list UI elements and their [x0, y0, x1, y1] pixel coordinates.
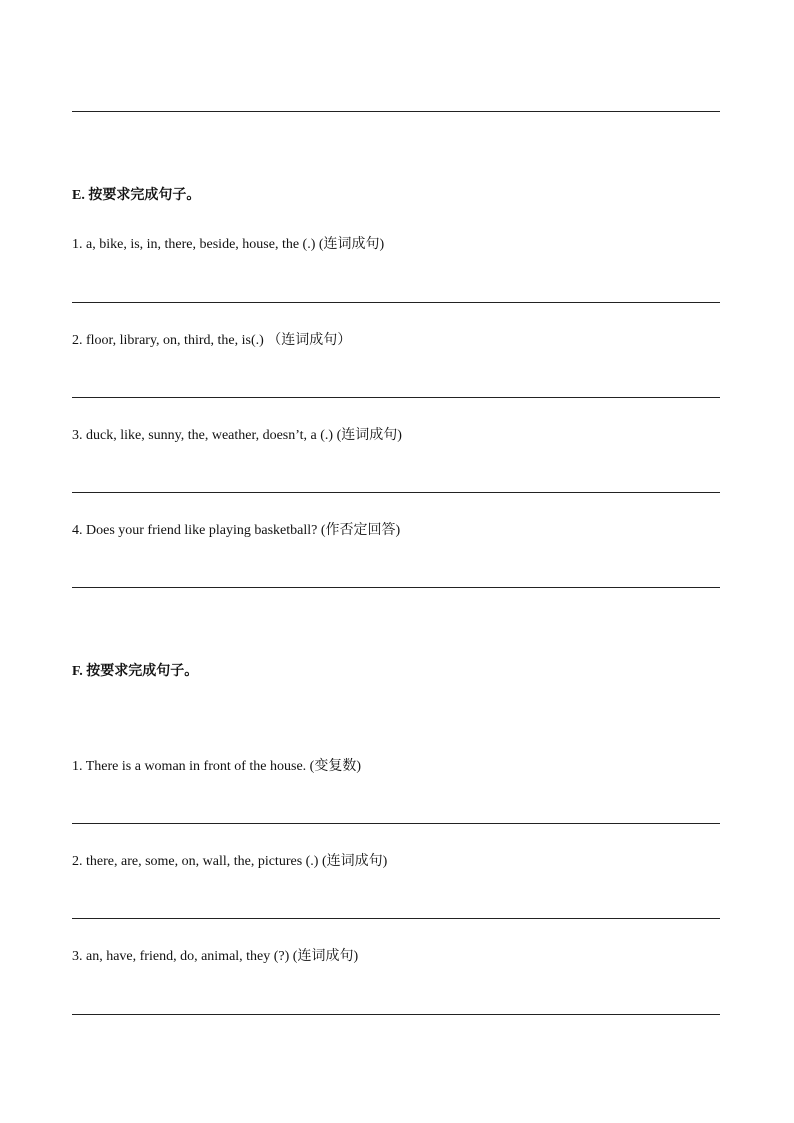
- answer-line: [72, 111, 720, 112]
- section-e-question-3: 3. duck, like, sunny, the, weather, doesn’t, a (.) (连词成句): [72, 428, 402, 443]
- section-e-title: E. 按要求完成句子。: [72, 188, 201, 203]
- section-f-question-3: 3. an, have, friend, do, animal, they (?) (连词成句): [72, 949, 359, 964]
- section-f-title: F. 按要求完成句子。: [72, 664, 199, 679]
- answer-line: [72, 397, 720, 398]
- section-f-question-2: 2. there, are, some, on, wall, the, pictures (.) (连词成句): [72, 854, 388, 869]
- section-e-question-4: 4. Does your friend like playing basketball? (作否定回答): [72, 523, 401, 538]
- section-f-question-1: 1. There is a woman in front of the house. (变复数): [72, 759, 362, 774]
- section-e-question-1: 1. a, bike, is, in, there, beside, house, the (.) (连词成句): [72, 237, 385, 252]
- answer-line: [72, 1014, 720, 1015]
- answer-line: [72, 918, 720, 919]
- answer-line: [72, 302, 720, 303]
- answer-line: [72, 587, 720, 588]
- answer-line: [72, 492, 720, 493]
- answer-line: [72, 823, 720, 824]
- section-e-question-2: 2. floor, library, on, third, the, is(.) （连词成句）: [72, 333, 352, 348]
